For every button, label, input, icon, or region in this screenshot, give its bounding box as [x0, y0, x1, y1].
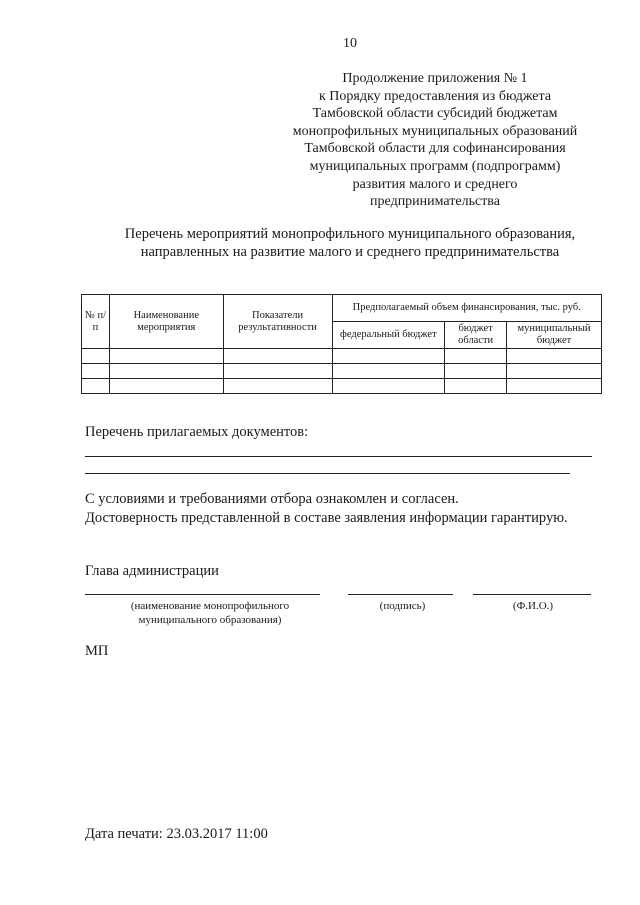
- signature-line: [85, 594, 320, 595]
- sub-federal-header: федеральный бюджет: [332, 322, 445, 349]
- col-indicators-header: Показатели результативности: [223, 295, 332, 349]
- appendix-line: Продолжение приложения № 1: [342, 71, 528, 86]
- attached-docs-label: Перечень прилагаемых документов:: [85, 424, 309, 440]
- appendix-line: муниципальных программ (подпрограмм): [309, 158, 561, 174]
- stamp-place-label: МП: [85, 643, 109, 659]
- appendix-line: предпринимательства: [370, 194, 500, 210]
- table-row: [82, 364, 602, 379]
- sig-caption-org: (наименование монопрофильного муниципального образования): [130, 600, 290, 626]
- appendix-line: к Порядку предоставления из бюджета: [318, 88, 552, 104]
- sub-municipal-header: муниципальный бюджет: [507, 322, 602, 349]
- agreement-line: Достоверность представленной в составе заявления информации гарантирую.: [85, 510, 568, 526]
- agreement-text: [85, 490, 568, 528]
- measures-table: [81, 294, 602, 394]
- col-number-header: № п/п: [82, 295, 110, 349]
- document-title: [60, 225, 640, 261]
- sig-caption-fio: (Ф.И.О.): [512, 600, 554, 612]
- fill-in-line: [85, 456, 592, 457]
- title-line: Перечень мероприятий монопрофильного муниципального образования,: [124, 226, 576, 242]
- appendix-line: Тамбовской области для софинансирования: [304, 141, 566, 157]
- table-row: [82, 379, 602, 394]
- title-line: направленных на развитие малого и среднего предпринимательства: [140, 244, 560, 260]
- appendix-header: [270, 70, 600, 211]
- agreement-line: С условиями и требованиями отбора ознакомлен и согласен.: [85, 491, 459, 507]
- fill-in-line: [85, 473, 570, 474]
- signature-line: [348, 594, 453, 595]
- appendix-line: развития малого и среднего: [352, 176, 518, 192]
- print-date: Дата печати: 23.03.2017 11:00: [85, 826, 268, 842]
- appendix-line: Тамбовской области субсидий бюджетам: [312, 106, 558, 122]
- page-number: 10: [343, 36, 357, 51]
- appendix-line: монопрофильных муниципальных образований: [292, 123, 578, 139]
- col-name-header: Наименование мероприятия: [109, 295, 223, 349]
- head-title: Глава администрации: [85, 563, 219, 579]
- table-row: [82, 349, 602, 364]
- sig-caption-signature: (подпись): [379, 600, 426, 612]
- sub-regional-header: бюджет области: [445, 322, 507, 349]
- signature-line: [473, 594, 591, 595]
- col-financing-header: Предполагаемый объем финансирования, тыс. руб.: [332, 295, 602, 322]
